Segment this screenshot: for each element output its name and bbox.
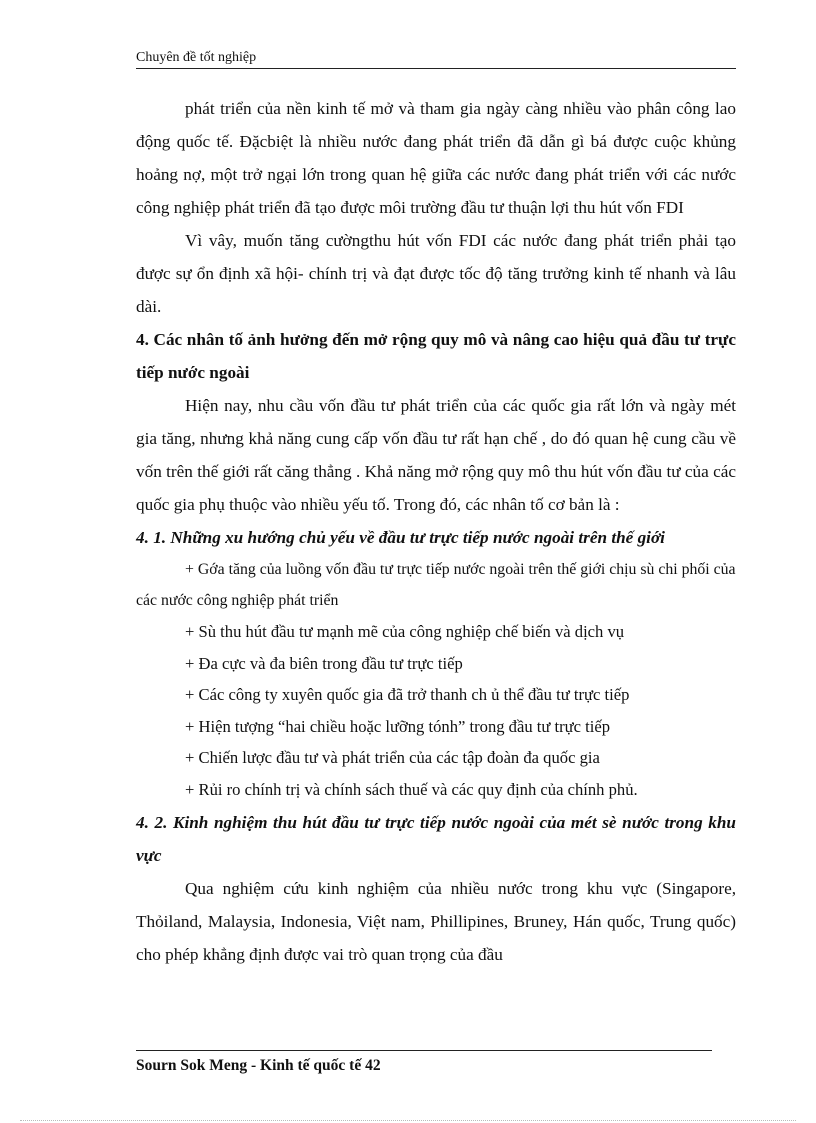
bullet-item: + Chiến lược đầu tư và phát triển của các tập đoàn đa quốc gia [185,748,600,768]
paragraph-fdi-environment: phát triển của nền kinh tế mở và tham gia ngày càng nhiều vào phân công lao động quốc tế. Đặcbiệt là nhiều nước đang phát triển đã dẫn gì bá được cuộc khủng hoảng nợ, một trở ngại lớn trong quan hệ giữa các nước đang phát triển với các nước công nghiệp phát triển đã tạo được môi trường đầu tư thuận lợi thu hút vốn FDI [136,99,736,217]
page-header: Chuyên đề tốt nghiệp [136,50,736,69]
page-footer: Sourn Sok Meng - Kinh tế quốc tế 42 [136,1057,381,1074]
page-bottom-border [20,1120,796,1121]
section-heading-4: 4. Các nhân tố ảnh hưởng đến mở rộng quy mô và nâng cao hiệu quả đầu tư trực tiếp nước ngoài [136,330,736,382]
paragraph-regional-experience: Qua nghiệm cứu kinh nghiệm của nhiều nước trong khu vực (Singapore, Thỏiland, Malaysia, Indonesia, Việt nam, Phillipines, Bruney, Hán quốc, Trung quốc) cho phép khẳng định được vai trò quan trọng của đầu [136,878,736,964]
document-body [136,92,736,971]
section-heading-4-2: 4. 2. Kinh nghiệm thu hút đầu tư trực tiếp nước ngoài của mét sè nước trong khu vực [136,812,736,865]
paragraph-stability: Vì vây, muốn tăng cườngthu hút vốn FDI các nước đang phát triển phải tạo được sự ổn định xã hội- chính trị và đạt được tốc độ tăng trưởng kinh tế nhanh và lâu dài. [136,231,736,316]
bullet-item: + Gớa tăng của luồng vốn đầu tư trực tiếp nước ngoài trên thế giới chịu sù chi phối của các nước công nghiệp phát triển [136,561,736,609]
bullet-item: + Đa cực và đa biên trong đầu tư trực tiếp [185,653,463,673]
bullet-item: + Các công ty xuyên quốc gia đã trở thanh ch ủ thể đầu tư trực tiếp [185,685,630,705]
bullet-item: + Sù thu hút đầu tư mạnh mẽ của công nghiệp chế biến và dịch vụ [185,622,625,641]
section-heading-4-1: 4. 1. Những xu hướng chủ yếu về đầu tư trực tiếp nước ngoài trên thế giới [136,528,665,547]
bullet-item: + Rủi ro chính trị và chính sách thuế và các quy định của chính phủ. [185,779,638,799]
bullet-item: + Hiện tượng “hai chiều hoặc lưỡng tónh” trong đầu tư trực tiếp [185,716,611,736]
footer-divider [136,1050,712,1051]
paragraph-capital-demand: Hiện nay, nhu cầu vốn đầu tư phát triển của các quốc gia rất lớn và ngày mét gia tăng, nhưng khả năng cung cấp vốn đầu tư rất hạn chế , do đó quan hệ cung cầu về vốn trên thế giới rất căng thẳng . Khả năng mở rộng quy mô thu hút vốn đầu tư của các quốc gia phụ thuộc vào nhiều yếu tố. Trong đó, các nhân tố cơ bản là : [136,396,736,514]
